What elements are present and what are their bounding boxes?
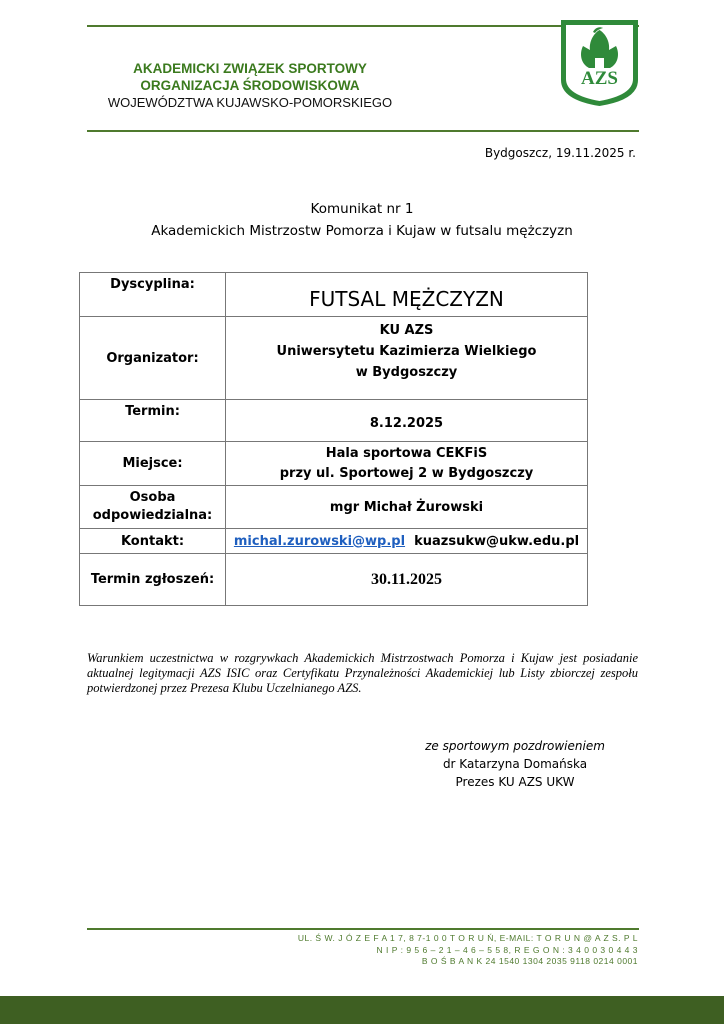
footer-address: UL. Ś W. J Ó Z E F A 1 7, 8 7-1 0 0 T O R U Ń, E-MAIL: T O R U N @ A Z S. P L (297, 933, 638, 943)
info-table (79, 272, 588, 606)
deadline-value: 30.11.2025 (226, 554, 588, 606)
communique-heading (0, 198, 724, 242)
organizer-line2: Uniwersytetu Kazimierza Wielkiego (276, 344, 537, 359)
table-row (80, 317, 588, 400)
person-label (80, 486, 226, 529)
organizer-line3: w Bydgoszczy (355, 365, 458, 380)
communique-title: Komunikat nr 1 (310, 201, 414, 217)
signature-greeting: ze sportowym pozdrowieniem (425, 739, 605, 753)
signature-block (420, 737, 610, 791)
organization-name (85, 60, 415, 111)
person-value: mgr Michał Żurowski (226, 486, 588, 529)
organizer-value (226, 317, 588, 400)
table-row (80, 554, 588, 606)
table-row (80, 400, 588, 442)
term-label: Termin: (80, 400, 226, 442)
org-line1: AKADEMICKI ZWIĄZEK SPORTOWY (133, 61, 367, 76)
discipline-label: Dyscyplina: (80, 273, 226, 317)
azs-logo (559, 18, 640, 108)
deadline-label: Termin zgłoszeń: (80, 554, 226, 606)
contact-email-club: kuazsukw@ukw.edu.pl (414, 533, 580, 549)
table-row (80, 442, 588, 486)
place-line1: Hala sportowa CEKFiS (325, 445, 488, 461)
header-top-line (87, 25, 639, 27)
table-row (80, 529, 588, 554)
contact-email-link[interactable]: michal.zurowski@wp.pl (233, 533, 406, 549)
participation-conditions: Warunkiem uczestnictwa w rozgrywkach Akademickich Mistrzostwach Pomorza i Kujaw jest posiadanie aktualnej legitymacji AZS ISIC oraz Certyfikatu Przynależności Akademickiej lub Listy zbiorczej zespołu potwierdzonej przez Prezesa Klubu Uczelnianego AZS. (87, 651, 638, 695)
footer-line (87, 928, 639, 930)
discipline-value: FUTSAL MĘŻCZYZN (226, 273, 588, 317)
place-label: Miejsce: (80, 442, 226, 486)
org-line2: ORGANIZACJA ŚRODOWISKOWA (140, 78, 360, 93)
place-line2: przy ul. Sportowej 2 w Bydgoszczy (279, 465, 534, 481)
signature-name: dr Katarzyna Domańska (442, 757, 588, 771)
communique-subtitle: Akademickich Mistrzostw Pomorza i Kujaw w futsalu mężczyzn (151, 223, 573, 239)
header-bottom-line (87, 130, 639, 132)
document-date: Bydgoszcz, 19.11.2025 r. (484, 146, 636, 160)
signature-role: Prezes KU AZS UKW (455, 775, 575, 789)
contact-value (226, 529, 588, 554)
person-label-line2: odpowiedzialna: (92, 508, 213, 523)
contact-label: Kontakt: (80, 529, 226, 554)
footer-nip-regon: N I P : 9 5 6 – 2 1 – 4 6 – 5 5 8, R E G O N : 3 4 0 0 3 0 4 4 3 (376, 944, 638, 955)
org-line3: WOJEWÓDZTWA KUJAWSKO-POMORSKIEGO (107, 95, 393, 110)
footer-bar (0, 996, 724, 1024)
term-value: 8.12.2025 (226, 400, 588, 442)
table-row (80, 486, 588, 529)
organizer-line1: KU AZS (379, 323, 434, 338)
table-row (80, 273, 588, 317)
organizer-label: Organizator: (80, 317, 226, 400)
footer-contact (298, 933, 638, 968)
logo-text: AZS (581, 68, 618, 89)
place-value (226, 442, 588, 486)
footer-bank: B O Ś B A N K 24 1540 1304 2035 9118 0214 0001 (421, 956, 638, 966)
person-label-line1: Osoba (129, 490, 176, 505)
